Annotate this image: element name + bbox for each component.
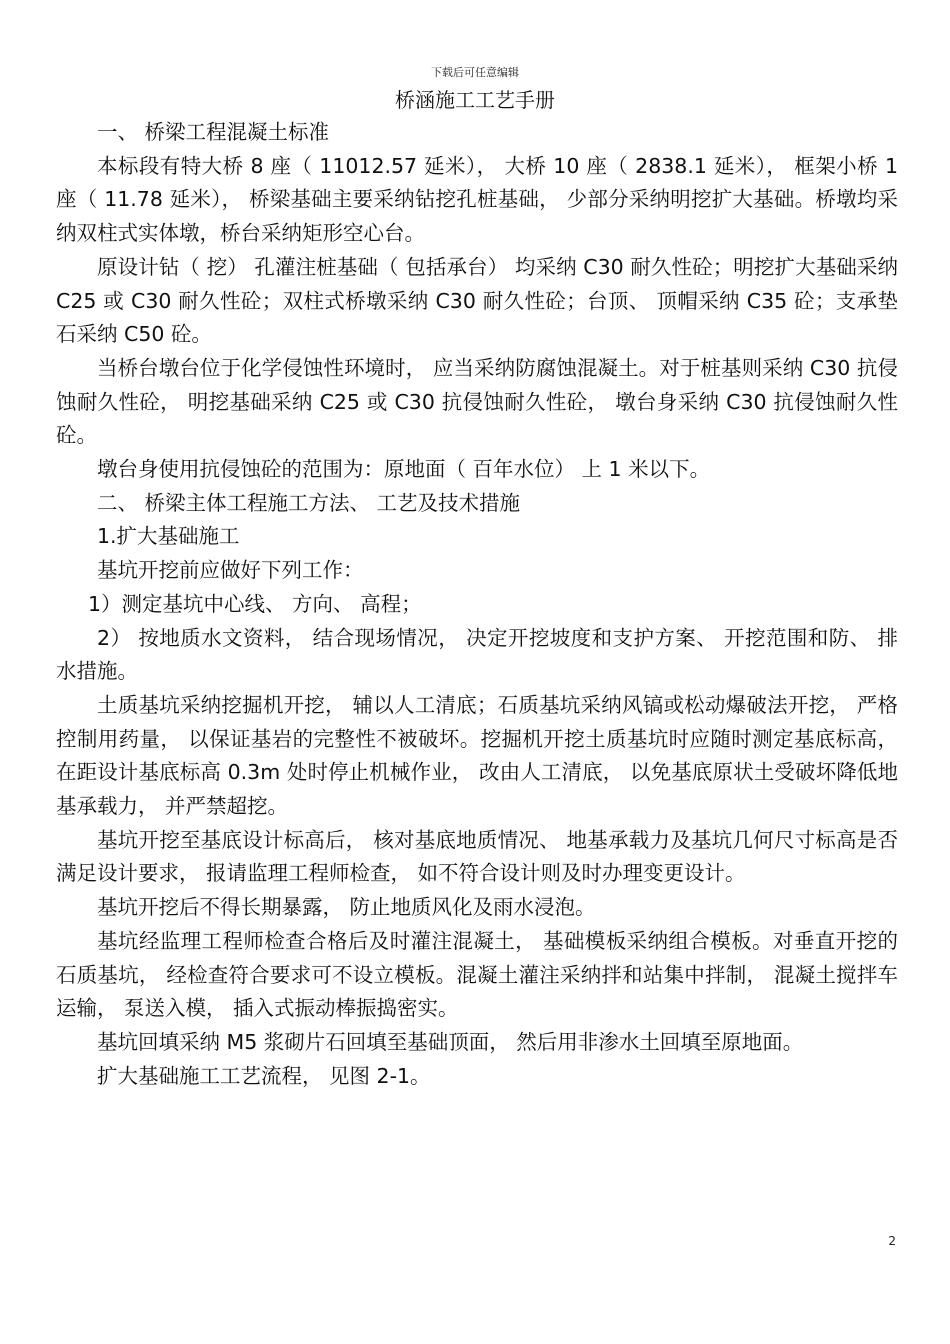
paragraph: 扩大基础施工工艺流程， 见图 2-1。 <box>97 1063 431 1088</box>
page-number: 2 <box>888 1234 896 1248</box>
paragraph: 基坑经监理工程师检查合格后及时灌注混凝土， 基础模板采纳组合模板。对垂直开挖的石质基坑， 经检查符合要求可不设立模板。混凝土灌注采纳拌和站集中拌制， 混凝土搅拌车运输， 泵送入模， 插入式振动棒振捣密实。 <box>56 928 898 1021</box>
paragraph: 当桥台墩台位于化学侵蚀性环境时， 应当采纳防腐蚀混凝土。对于桩基则采纳 C30 抗侵蚀耐久性砼， 明挖基础采纳 C25 或 C30 抗侵蚀耐久性砼， 墩台身采纳 C30 抗侵蚀耐久性砼。 <box>56 355 898 448</box>
paragraph: 土质基坑采纳挖掘机开挖， 辅以人工清底；石质基坑采纳风镐或松动爆破法开挖， 严格控制用药量， 以保证基岩的完整性不被破坏。挖掘机开挖土质基坑时应随时测定基底标高， 在距设计基底标高 0.3m 处时停止机械作业， 改由人工清底， 以免基底原状土受破坏降低地基承载力， 并严禁超挖。 <box>56 692 898 819</box>
document-body <box>56 116 898 1093</box>
list-item: 2） 按地质水文资料， 结合现场情况， 决定开挖坡度和支护方案、 开挖范围和防、 排水措施。 <box>56 625 898 684</box>
document-title: 桥涵施工工艺手册 <box>395 88 555 112</box>
list-item: 1）测定基坑中心线、 方向、 高程； <box>88 591 422 616</box>
paragraph: 基坑开挖后不得长期暴露， 防止地质风化及雨水浸泡。 <box>97 895 596 920</box>
header-note: 下载后可任意编辑 <box>431 66 519 79</box>
section-heading-2: 二、 桥梁主体工程施工方法、 工艺及技术措施 <box>97 490 521 515</box>
paragraph: 墩台身使用抗侵蚀砼的范围为：原地面（ 百年水位） 上 1 米以下。 <box>97 457 711 482</box>
paragraph: 基坑开挖前应做好下列工作： <box>97 558 364 583</box>
subsection-heading: 1.扩大基础施工 <box>97 524 240 549</box>
paragraph: 本标段有特大桥 8 座（ 11012.57 延米）， 大桥 10 座（ 2838.1 延米）， 框架小桥 1 座（ 11.78 延米）， 桥梁基础主要采纳钻挖孔桩基础， 少部分采纳明挖扩大基础。桥墩均采纳双柱式实体墩，桥台采纳矩形空心台。 <box>56 153 898 246</box>
section-heading-1: 一、 桥梁工程混凝土标准 <box>97 120 330 144</box>
paragraph: 原设计钻（ 挖） 孔灌注桩基础（ 包括承台） 均采纳 C30 耐久性砼；明挖扩大基础采纳 C25 或 C30 耐久性砼；双柱式桥墩采纳 C30 耐久性砼；台顶、 顶帽采纳 C35 砼；支承垫石采纳 C50 砼。 <box>56 254 898 347</box>
paragraph: 基坑回填采纳 M5 浆砌片石回填至基础顶面， 然后用非渗水土回填至原地面。 <box>97 1029 804 1054</box>
paragraph: 基坑开挖至基底设计标高后， 核对基底地质情况、 地基承载力及基坑几何尺寸标高是否满足设计要求， 报请监理工程师检查， 如不符合设计则及时办理变更设计。 <box>56 827 898 886</box>
